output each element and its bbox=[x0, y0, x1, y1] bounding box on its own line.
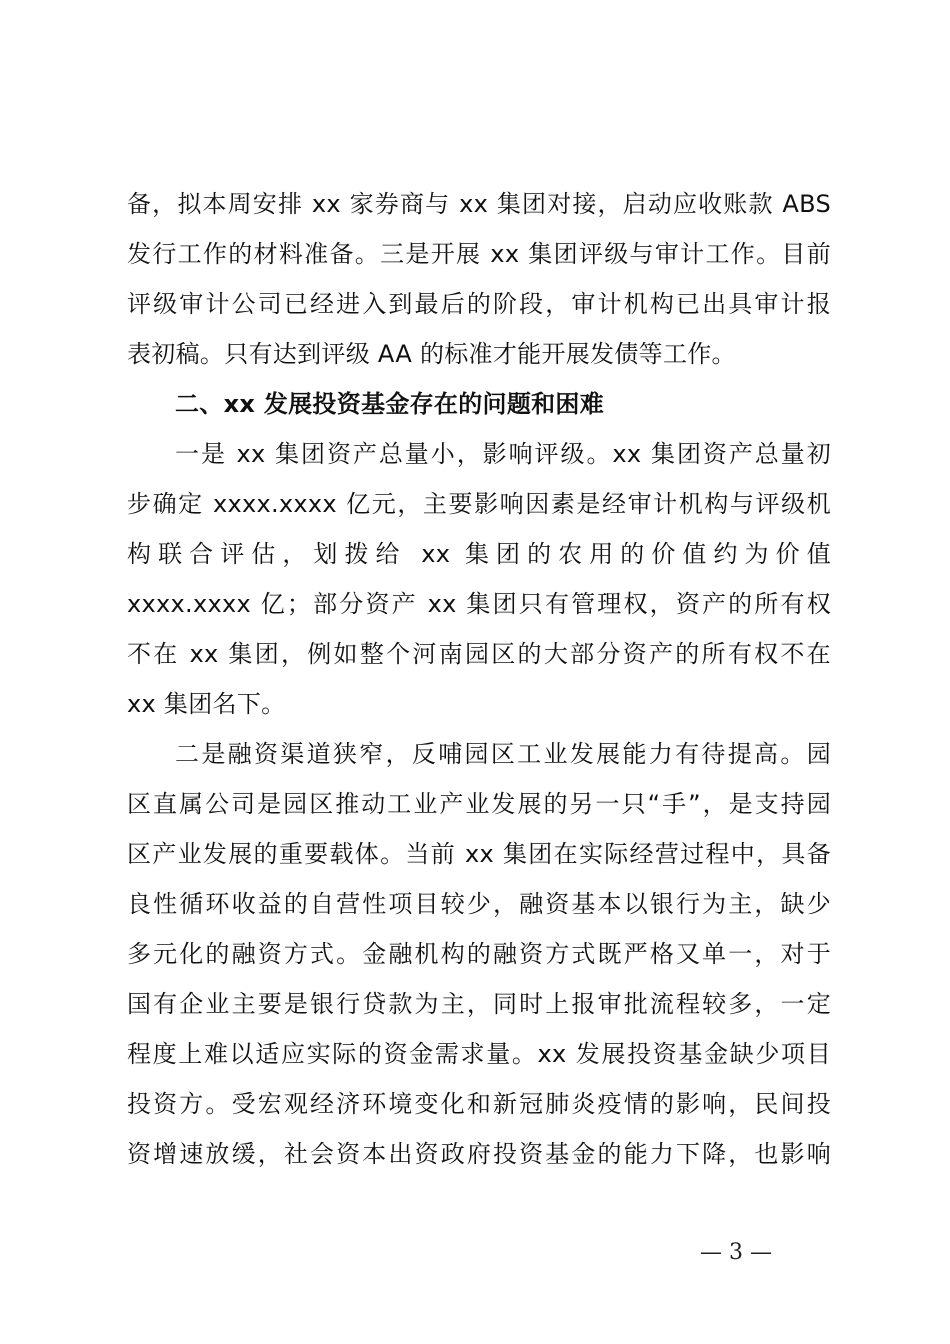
body-line: 构联合评估，划拨给 xx 集团的农用的价值约为价值 bbox=[127, 540, 831, 568]
body-line: 投资方。受宏观经济环境变化和新冠肺炎疫情的影响，民间投 bbox=[127, 1090, 831, 1118]
body-line: 不在 xx 集团，例如整个河南园区的大部分资产的所有权不在 bbox=[127, 640, 831, 668]
body-line: 区产业发展的重要载体。当前 xx 集团在实际经营过程中，具备 bbox=[127, 840, 831, 868]
paragraph-first-line: 一是 xx 集团资产总量小，影响评级。xx 集团资产总量初 bbox=[175, 440, 831, 468]
page-number: — 3 — bbox=[700, 1240, 772, 1265]
paragraph-first-line: 二是融资渠道狭窄，反哺园区工业发展能力有待提高。园 bbox=[175, 740, 831, 768]
body-line: 程度上难以适应实际的资金需求量。xx 发展投资基金缺少项目 bbox=[127, 1040, 831, 1068]
body-line: 评级审计公司已经进入到最后的阶段，审计机构已出具审计报 bbox=[127, 290, 831, 318]
body-line: xx 集团名下。 bbox=[127, 690, 286, 718]
body-line: 良性循环收益的自营性项目较少，融资基本以银行为主，缺少 bbox=[127, 890, 831, 918]
section-heading: 二、xx 发展投资基金存在的问题和困难 bbox=[175, 390, 605, 418]
body-line: 发行工作的材料准备。三是开展 xx 集团评级与审计工作。目前 bbox=[127, 240, 831, 268]
body-line: 国有企业主要是银行贷款为主，同时上报审批流程较多，一定 bbox=[127, 990, 831, 1018]
body-line: 备，拟本周安排 xx 家券商与 xx 集团对接，启动应收账款 ABS bbox=[127, 190, 831, 218]
body-line: xxxx.xxxx 亿；部分资产 xx 集团只有管理权，资产的所有权 bbox=[127, 590, 831, 618]
body-line: 多元化的融资方式。金融机构的融资方式既严格又单一，对于 bbox=[127, 940, 831, 968]
body-line: 区直属公司是园区推动工业产业发展的另一只“手”，是支持园 bbox=[127, 790, 831, 818]
body-line: 步确定 xxxx.xxxx 亿元，主要影响因素是经审计机构与评级机 bbox=[127, 490, 831, 518]
body-line: 表初稿。只有达到评级 AA 的标准才能开展发债等工作。 bbox=[127, 340, 736, 368]
body-line: 资增速放缓，社会资本出资政府投资基金的能力下降，也影响 bbox=[127, 1140, 831, 1168]
